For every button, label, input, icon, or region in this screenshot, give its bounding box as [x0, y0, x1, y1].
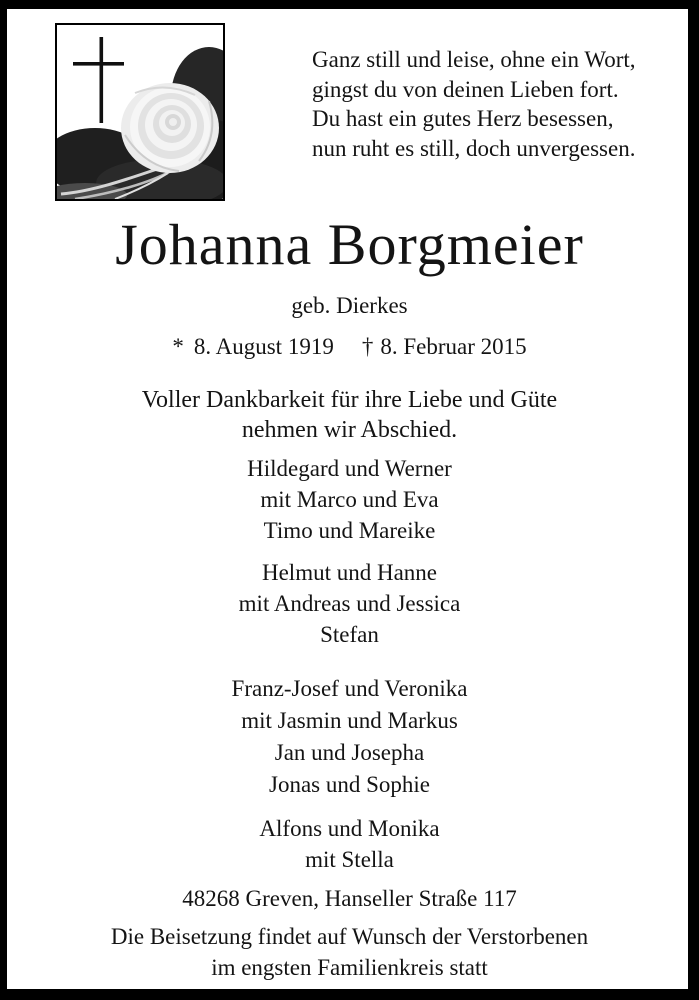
- closing-line: im engsten Familienkreis statt: [211, 955, 488, 980]
- mourner-line: mit Stella: [305, 847, 394, 872]
- mourner-line: Jonas und Sophie: [269, 772, 430, 797]
- closing-line: Die Beisetzung findet auf Wunsch der Verstorbenen: [110, 924, 589, 949]
- poem: [312, 45, 684, 163]
- life-dates: [0, 331, 699, 362]
- mourner-line: Helmut und Hanne: [261, 560, 437, 585]
- birth-star-symbol: *: [172, 334, 184, 359]
- memorial-image: [55, 23, 225, 201]
- deceased-name: Johanna Borgmeier: [115, 212, 584, 277]
- farewell-line: Voller Dankbarkeit für ihre Liebe und Güte: [141, 387, 558, 413]
- mourners-group: [0, 813, 699, 875]
- poem-line: Du hast ein gutes Herz besessen,: [312, 106, 614, 131]
- mourners-group: [0, 673, 699, 801]
- farewell-text: [0, 385, 699, 445]
- mourner-line: Timo und Mareike: [263, 518, 436, 543]
- birth-date: 8. August 1919: [193, 334, 334, 359]
- address: 48268 Greven, Hanseller Straße 117: [182, 886, 517, 911]
- mourner-line: Franz-Josef und Veronika: [231, 676, 468, 701]
- maiden-name: geb. Dierkes: [291, 293, 408, 318]
- mourner-line: Alfons und Monika: [259, 816, 440, 841]
- death-dagger-symbol: †: [361, 334, 374, 359]
- farewell-line: nehmen wir Abschied.: [241, 417, 458, 443]
- mourners-group: [0, 453, 699, 546]
- mourner-line: mit Marco und Eva: [260, 487, 439, 512]
- poem-line: gingst du von deinen Lieben fort.: [312, 76, 619, 102]
- mourners-group: [0, 557, 699, 650]
- mourner-line: Stefan: [320, 622, 379, 647]
- poem-line: Ganz still und leise, ohne ein Wort,: [312, 47, 636, 72]
- cross-and-rose-icon: [57, 25, 223, 199]
- death-date: 8. Februar 2015: [380, 334, 527, 359]
- mourner-line: mit Andreas und Jessica: [238, 591, 461, 616]
- poem-line: nun ruht es still, doch unvergessen.: [312, 135, 636, 161]
- closing-note: [0, 921, 699, 983]
- mourner-line: Jan und Josepha: [274, 740, 425, 765]
- mourner-line: mit Jasmin und Markus: [241, 708, 458, 733]
- mourner-line: Hildegard und Werner: [247, 456, 452, 481]
